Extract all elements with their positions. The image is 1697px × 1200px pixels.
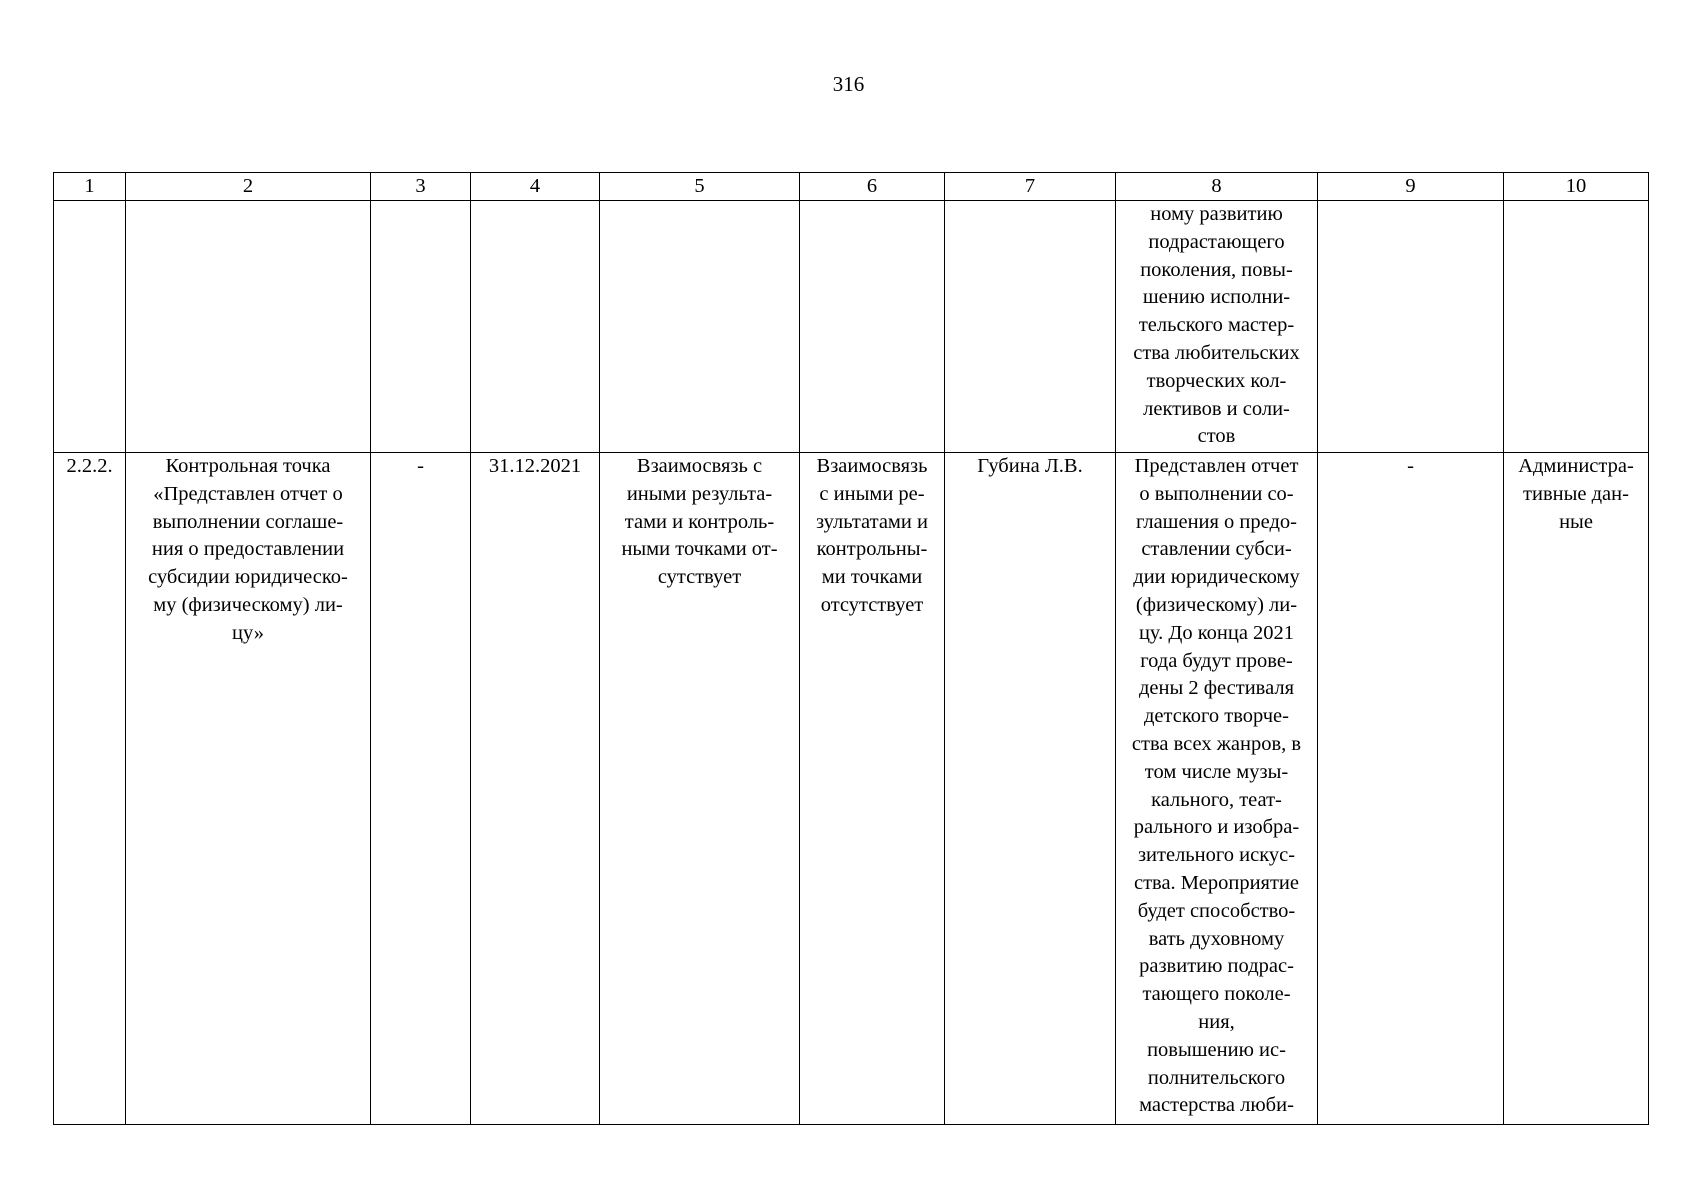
text-line: Администра- <box>1518 455 1634 477</box>
text-line: зультатами и <box>816 510 928 533</box>
text-line: поколения, повы- <box>1140 258 1293 281</box>
cell-dash: - <box>371 453 471 1125</box>
cell-empty <box>800 201 945 453</box>
cell-date: 31.12.2021 <box>471 453 600 1125</box>
header-col-6: 6 <box>800 173 945 201</box>
cell-empty <box>126 201 371 453</box>
text-line: ные <box>1559 510 1593 533</box>
header-col-8: 8 <box>1116 173 1318 201</box>
text-line: субсидии юридическо- <box>148 566 348 589</box>
cell-empty <box>945 201 1116 453</box>
text-line: ния, <box>1198 1010 1235 1033</box>
header-col-5: 5 <box>600 173 800 201</box>
cell-relation-next <box>800 453 945 1125</box>
text-line: ными точками от- <box>621 538 778 561</box>
text-line: лективов и соли- <box>1143 397 1290 420</box>
cell-empty <box>1504 201 1649 453</box>
text-line: развитию подрас- <box>1139 955 1294 978</box>
text-line: (физическому) ли- <box>1135 593 1298 616</box>
text-line: подрастающего <box>1148 230 1285 253</box>
text-line: отсутствует <box>820 593 924 616</box>
text-line: года будут прове- <box>1140 649 1293 672</box>
text-line: кального, теат- <box>1151 788 1282 811</box>
text-line: полнительского <box>1147 1066 1286 1089</box>
text-line: стов <box>1197 425 1236 448</box>
cell-dash: - <box>1318 453 1504 1125</box>
text-line: мастерства люби- <box>1139 1094 1294 1117</box>
text-line: ства всех жанров, в <box>1131 732 1302 755</box>
cell-data-source <box>1504 453 1649 1125</box>
text-line: тивные дан- <box>1523 482 1629 505</box>
table-row-2-2-2 <box>54 453 1649 1125</box>
header-col-4: 4 <box>471 173 600 201</box>
text-line: повышению ис- <box>1147 1038 1286 1061</box>
header-col-2: 2 <box>126 173 371 201</box>
cell-result-description-continued <box>1116 201 1318 453</box>
text-line: Взаимосвязь с <box>636 455 763 477</box>
text-line: ному развитию <box>1150 203 1283 225</box>
text-line: ства любительских <box>1133 341 1300 364</box>
text-line: му (физическому) ли- <box>153 593 343 616</box>
text-line: Контрольная точка <box>165 455 331 477</box>
cell-empty <box>600 201 800 453</box>
text-line: будет способство- <box>1137 899 1296 922</box>
text-line: тающего поколе- <box>1142 983 1291 1006</box>
text-line: шению исполни- <box>1142 286 1291 309</box>
text-line: Взаимосвязь <box>816 455 928 477</box>
text-line: вать духовному <box>1148 927 1285 950</box>
text-line: ми точками <box>821 566 923 589</box>
header-row <box>54 173 1649 201</box>
text-line: выполнении соглаше- <box>152 510 344 533</box>
text-line: цу» <box>232 621 264 644</box>
cell-relation-previous <box>600 453 800 1125</box>
text-line: с иными ре- <box>819 482 925 505</box>
text-line: тельского мастер- <box>1138 314 1295 337</box>
document-table <box>53 172 1649 1125</box>
cell-responsible: Губина Л.В. <box>945 453 1116 1125</box>
text-line: зительного искус- <box>1137 844 1296 867</box>
text-line: дии юридическому <box>1133 566 1300 589</box>
text-line: контрольны- <box>816 538 928 561</box>
text-line: иными результа- <box>626 482 773 505</box>
text-line: глашения о предо- <box>1135 510 1297 533</box>
text-line: ставлении субси- <box>1141 538 1292 561</box>
cell-result-description <box>1116 453 1318 1125</box>
header-col-1: 1 <box>54 173 126 201</box>
text-line: о выполнении со- <box>1139 482 1294 505</box>
text-line: Представлен отчет <box>1134 455 1299 477</box>
header-col-3: 3 <box>371 173 471 201</box>
text-line: ства. Мероприятие <box>1133 871 1300 894</box>
table-row-continuation <box>54 201 1649 453</box>
header-col-9: 9 <box>1318 173 1504 201</box>
cell-empty <box>54 201 126 453</box>
cell-empty <box>371 201 471 453</box>
cell-row-number: 2.2.2. <box>54 453 126 1125</box>
text-line: детского творче- <box>1143 705 1289 728</box>
text-line: «Представлен отчет о <box>153 482 343 505</box>
header-col-7: 7 <box>945 173 1116 201</box>
page-number: 316 <box>832 72 865 96</box>
text-line: дены 2 фестиваля <box>1138 677 1295 700</box>
text-line: творческих кол- <box>1146 369 1287 392</box>
text-line: рального и изобра- <box>1133 816 1300 839</box>
text-line: тами и контроль- <box>624 510 775 533</box>
text-line: том числе музы- <box>1144 760 1289 783</box>
text-line: сутствует <box>657 566 742 589</box>
header-col-10: 10 <box>1504 173 1649 201</box>
cell-control-point-name <box>126 453 371 1125</box>
cell-empty <box>1318 201 1504 453</box>
text-line: ния о предоставлении <box>151 538 345 561</box>
cell-empty <box>471 201 600 453</box>
text-line: цу. До конца 2021 <box>1138 621 1295 644</box>
